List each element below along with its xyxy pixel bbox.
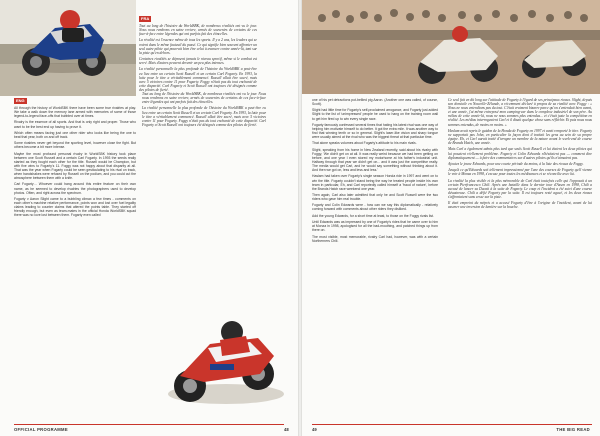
footer-title-left: OFFICIAL PROGRAMME bbox=[14, 427, 68, 432]
english-paragraph: That alone speaks volumes about Fogarty's attitude to his main rivals. bbox=[312, 141, 417, 146]
french-paragraph: La rivalité la plus visible et la plus mémorable de Carl était toutefois celle qui l'opposait à un certain Pierfrancesco Chili. Après une bataille dans le dernier tour d'Assen en 1998, Chili a accusé de lancer sa Ducati à la suite de Fogarty. Le coup et l'incident a été suivi d'une course désastreuse. Chili a défié Fogarty par la suite. Il est toujours resté agacé, et les deux rivaux s'affrontaient sans cesse sur la piste. bbox=[448, 178, 592, 199]
english-paragraph: Slight, speaking from his home in New Zealand recently, said about his rivalry with Foggy, 'We didn't get on at all. It was really weird because we had been getting on before, and one year I even stored my motorhome at his father's industrial unit. Halfway through that year we didn't get on... and it was just the competitive really. The media would get Carl, and he would say something without thinking about it. And then we got on, less and less and less.' bbox=[312, 147, 438, 173]
right-page bbox=[302, 0, 600, 436]
section-label-eng: ENG bbox=[16, 98, 25, 103]
english-paragraph: The most visible, most memorable, rivalry Carl had, however, was with a certain Northerners Chili. bbox=[312, 234, 438, 243]
english-paragraph: Fogarty v Aaron Slight came to a bubbling climax a few times - comments on each other's machine relative performance, points won and lost over fuel legality claims leading to counter claims that altered the points table. They started off friendly enough, but even as team-mates in the official Honda WorldSBK squad there was no love lost between them. Fogarty even called bbox=[14, 196, 136, 218]
top-right-photo bbox=[302, 0, 600, 94]
left-page bbox=[0, 0, 298, 436]
page-number-right: 49 bbox=[312, 427, 317, 432]
english-paragraph: Then again, Carl also later admitted that only he and Scott Russell were the two riders who gave him real trouble. bbox=[312, 193, 438, 202]
english-paragraph: Slight had little time for Fogarty's self-proclaimed arrogance, and Fogarty just added Slight to the list of 'unimpressed' people he used to hang on the training room wall to get him fired up to win every single race. bbox=[312, 108, 438, 121]
french-paragraph: Tout au long de l'histoire du WorldSBK, de nombreux rivalités ont vu le jour. Nous nous rendrons en saine revivre, armés de souvenirs de certains de ces face-à-face entre légendes qui ont parfois fait des étincelles. bbox=[142, 92, 266, 105]
french-paragraph: Il était empreint du mépris et a accusé Fogarty d'être à l'origine de l'incident, avant de lui assener une inversion de lumière sur la bouche. bbox=[448, 201, 592, 210]
racing-photo-image bbox=[0, 0, 136, 96]
top-left-photo bbox=[0, 0, 136, 96]
english-paragraph: Fogarty and Colin Edwards were - how can we say this diplomatically - relatively coming forward with comments about other riders they disliked. bbox=[312, 203, 438, 212]
french-paragraph: Certaines rivalités se déposent jamais le niveau sportif, même si le combat est serré. Mais d'autres peuvent devenir un peu plus intenses. bbox=[139, 57, 257, 66]
motorcycle-cornering-image bbox=[150, 304, 298, 416]
right-english-column bbox=[312, 98, 438, 414]
right-french-column bbox=[448, 98, 592, 414]
french-paragraph: La rivalité est l'essence même de tous les sports. Il y a 2 ans, les leaders qui se voient dans le même fauteuil du passé. Ce qui signifie bien souvent affronter un seul autre pilote qui pourrait bien être celui à avancer contre année-là, tant sur la piste qu'en dehors. bbox=[139, 38, 257, 55]
english-paragraph: Some rivalries never get beyond the sporting level, however close the fight. But others become a bit more intense. bbox=[14, 141, 136, 150]
english-paragraph: Maybe the most profound personal rivalry in WorldSBK history took place between one Scott Russell and a certain Carl Fogarty. In 1993 the seeds really started as they fought each other for the title. Russell would be Champion, but with five wins to Fogarty's 11. Foggy was not happy about that disparity at all. That was the year when Fogarty could be seen gesticulating to his rival on track, when handshakes were refused by Russell on the podium, and you could cut the atmosphere between them with a knife. bbox=[14, 151, 136, 181]
english-paragraph: Haslam had taken over Fogarty's single season Honda ride in 1997 and went on to win the title. Fogarty couldn't stand being the way he treated people inside his own team in particular, Eh, and Carl reportedly called himself a 'fraud of nature', before the Brands Hatch race weekend one year. bbox=[312, 174, 438, 191]
english-paragraph: Which often means facing just one other rider who looks like being the one to beat that year, both on and off track. bbox=[14, 130, 136, 139]
french-paragraph: La rivalité personnelle la plus profonde de l'histoire du WorldSBK a peut-être eu lieu entre un certain Scott Russell et un certain Carl Fogarty. En 1993, la lutte pour le titre a véritablement commencé. Russell allait être sacré, mais avec 5 victoires contre 11 pour Fogarty. Foggy n'était pas du tout enchanté de cette disparité. Carl Fogarty et Scott Russell ont toujours été désignés comme des pilotes de fierté. bbox=[139, 67, 257, 92]
french-paragraph: Tout au long de l'histoire du WorldSBK, de nombreux rivalités ont vu le jour. Nous nous rendrons en saine revivre, armés de souvenirs de certains de ces face-à-face entre légendes qui ont parfois fait des étincelles. bbox=[139, 24, 257, 37]
french-paragraph: Ce seul fait en dit long sur l'attitude de Fogarty à l'égard de ses principaux rivaux. Slight, depuis son domicile en Nouvelle-Zélande, a récemment déclaré à propos de sa rivalité avec Foggy : « Nous ne nous entendions pas du tout. C'était vraiment bizarre parce qu'on s'entendait bien avant, et une année, j'ai même entreposé mon camping-car dans le complexe industriel de son père. Au milieu de cette année-là, nous ne nous sommes plus entendus... et c'était juste la compétition en réalité. Les médias interrogeaient Carl et il disait quelque chose sans réfléchir. Et puis nous nous sommes entendus, de moins en moins. » bbox=[448, 98, 592, 127]
french-text-column bbox=[139, 24, 257, 92]
english-text-column bbox=[14, 106, 136, 422]
french-paragraph: Mais Carl a également admis plus tard que seuls Scott Russell et lui étaient les deux pilotes qui lui posaient réellement problème. Fogarty et Colin Edwards n'hésitaient pas — comment dire diplomatiquement — à faire des commentaires sur d'autres pilotes qu'ils n'aimaient pas. bbox=[448, 147, 592, 160]
footer-rule-right bbox=[312, 424, 592, 425]
english-paragraph: one of his pet detractions pot-bellied pig Aaron. (Another one was called, of course, Scott). bbox=[312, 98, 438, 107]
english-paragraph: Add the young Edwards, for a short time at least, to those on the Foggy rivals list. bbox=[312, 213, 434, 218]
section-label-fra: FRA bbox=[141, 16, 150, 21]
footer-title-right: THE BIG READ bbox=[556, 427, 590, 432]
english-paragraph: Rivalry is the essence of all sports. And that is only right and proper. Those who want to be the best end up having to prove it. bbox=[14, 120, 136, 129]
english-paragraph: Until Edwards was as impressed by one of Fogarty's rides that he came over to him at Monza in 1998, apologised for all the bad-mouthing, and patched things up from there on. bbox=[312, 220, 438, 233]
french-paragraph: Jusqu'à ce qu'Edwards soit tellement impressionné par l'une des courses de Fogarty qu'il vienne le voir à Monza en 1998, s'excuse pour toutes les médisances et se réconcilie avec lui. bbox=[448, 168, 592, 177]
french-text-column-2 bbox=[142, 92, 266, 304]
english-paragraph: All through the history of WorldSBK there have been some true rivalries at play. We take a walk down the memory lane armed with memories of some of those legend-to-legend face-offs that bubbled over at times. bbox=[14, 106, 136, 119]
crowd-track-image bbox=[302, 0, 600, 94]
english-paragraph: Carl Fogarty… Whoever could hang around this entire feature on their own name, as he seemed to develop rivalries the photographers used to develop photos. Often, and right across the spectrum. bbox=[14, 182, 136, 195]
french-paragraph: Ajoutez le jeune Edwards, pour une courte période du moins, à la liste des rivaux de Foggy. bbox=[448, 161, 584, 166]
bottom-left-photo bbox=[150, 304, 298, 416]
french-paragraph: Haslam avait repris le guidon de la Honda de Fogarty en 1997 et avait remporté le titre. Fogarty ne supportait pas John, en particulier la façon dont il traitait les gens au sein de sa propre équipe. Eh, et Carl aurait traité d'ivrogne un membre de la nature avant le week-end de course de Brands Hatch, une année. bbox=[448, 128, 592, 146]
page-number-left: 48 bbox=[284, 427, 289, 432]
french-paragraph: La rivalité personnelle la plus profonde de l'histoire du WorldSBK a peut-être eu lieu entre un certain Scott Russell et un certain Carl Fogarty. En 1993, la lutte pour le titre a véritablement commencé. Russell allait être sacré, mais avec 5 victoires contre 11 pour Fogarty. Foggy n'était pas du tout enchanté de cette disparité. Carl Fogarty et Scott Russell ont toujours été désignés comme des pilotes de fierté. bbox=[142, 106, 266, 127]
footer-rule-left bbox=[14, 424, 284, 425]
english-paragraph: Fogarty famously confessed several times that hating his latest rival was one way of helping him motivate himself to do better. It got the extra mile. It was another way to find that winning tenth or so in general. Slight's laser-like vision and sharp tongue were usually aimed at the rival who was the biggest threat at that particular time. bbox=[312, 122, 438, 140]
